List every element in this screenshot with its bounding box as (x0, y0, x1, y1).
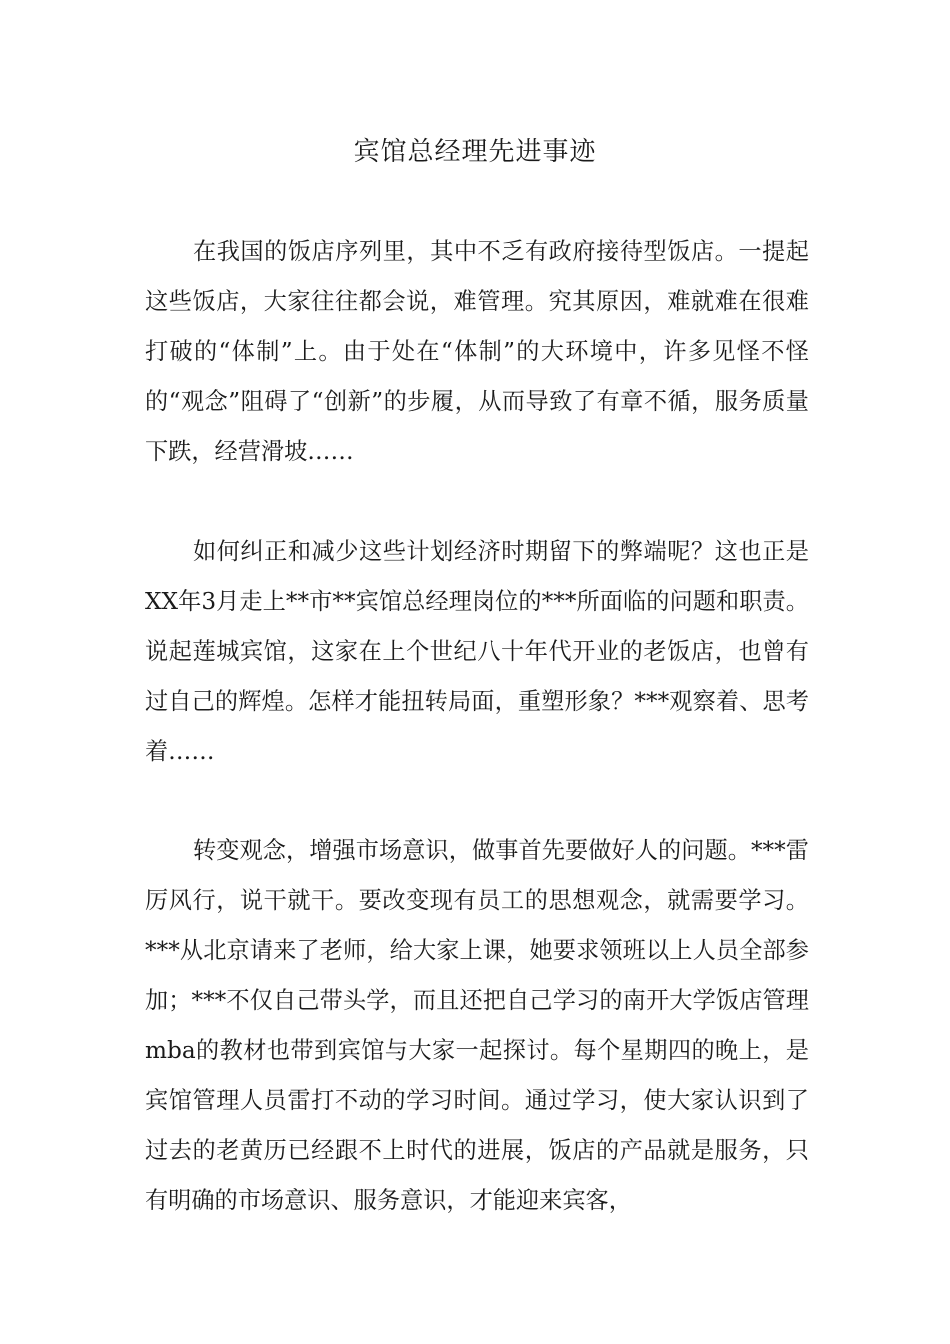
paragraph-1: 在我国的饭店序列里，其中不乏有政府接待型饭店。一提起这些饭店，大家往往都会说，难管理。究其原因，难就难在很难打破的“体制”上。由于处在“体制”的大环境中，许多见怪不怪的“观念”阻碍了“创新”的步履，从而导致了有章不循，服务质量下跌，经营滑坡…… (145, 238, 809, 465)
document-title: 宾馆总经理先进事迹 (353, 137, 597, 167)
paragraph-3: 转变观念，增强市场意识，做事首先要做好人的问题。***雷厉风行，说干就干。要改变现有员工的思想观念，就需要学习。***从北京请来了老师，给大家上课，她要求领班以上人员全部参加；***不仅自己带头学，而且还把自己学习的南开大学饭店管理mba的教材也带到宾馆与大家一起探讨。每个星期四的晚上，是宾馆管理人员雷打不动的学习时间。通过学习，使大家认识到了过去的老黄历已经跟不上时代的进展，饭店的产品就是服务，只有明确的市场意识、服务意识，才能迎来宾客， (145, 837, 809, 1214)
paragraph-2: 如何纠正和减少这些计划经济时期留下的弊端呢？这也正是XX年3月走上**市**宾馆总经理岗位的***所面临的问题和职责。说起莲城宾馆，这家在上个世纪八十年代开业的老饭店，也曾有过自己的辉煌。怎样才能扭转局面，重塑形象？***观察着、思考着…… (145, 538, 809, 765)
